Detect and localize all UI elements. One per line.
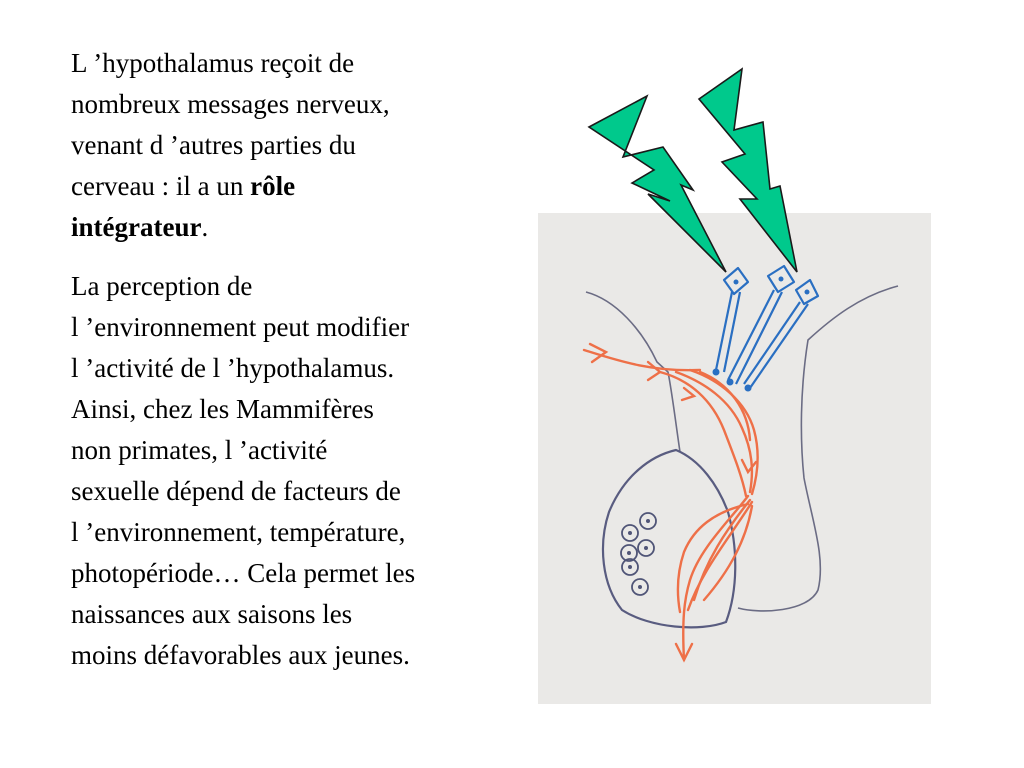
p2-line-1: La perception de	[71, 271, 253, 301]
cell-nucleus	[638, 585, 642, 589]
p1-line-3: venant d ’autres parties du	[71, 130, 356, 160]
axon-terminal	[713, 369, 720, 376]
cell-nucleus	[646, 519, 650, 523]
p2-line-5: non primates, l ’activité	[71, 435, 328, 465]
cell-nucleus	[644, 546, 648, 550]
cell-nucleus	[628, 565, 632, 569]
p2-line-9: naissances aux saisons les	[71, 599, 353, 629]
neuron-nucleus	[734, 280, 739, 285]
axon-terminal	[727, 379, 734, 386]
p2-line-3: l ’activité de l ’hypothalamus.	[71, 353, 395, 383]
p2-line-10: moins défavorables aux jeunes.	[71, 640, 410, 670]
axon-terminal	[745, 385, 752, 392]
bold-role: rôle	[250, 171, 296, 201]
p2-line-2: l ’environnement peut modifier	[71, 312, 410, 342]
p1-line-1: L ’hypothalamus reçoit de	[71, 48, 355, 78]
p2-line-7: l ’environnement, température,	[71, 517, 406, 547]
p1-end: .	[201, 212, 209, 242]
p2-line-6: sexuelle dépend de facteurs de	[71, 476, 401, 506]
p1-line-4-prefix: cerveau : il a un	[71, 171, 251, 201]
neuron-nucleus	[805, 290, 810, 295]
cell-nucleus	[628, 531, 632, 535]
p2-line-4: Ainsi, chez les Mammifères	[71, 394, 374, 424]
p1-line-2: nombreux messages nerveux,	[71, 89, 390, 119]
p2-line-8: photopériode… Cela permet les	[71, 558, 416, 588]
bold-integrator: intégrateur	[71, 212, 202, 242]
cell-nucleus	[627, 551, 631, 555]
neuron-nucleus	[779, 277, 784, 282]
